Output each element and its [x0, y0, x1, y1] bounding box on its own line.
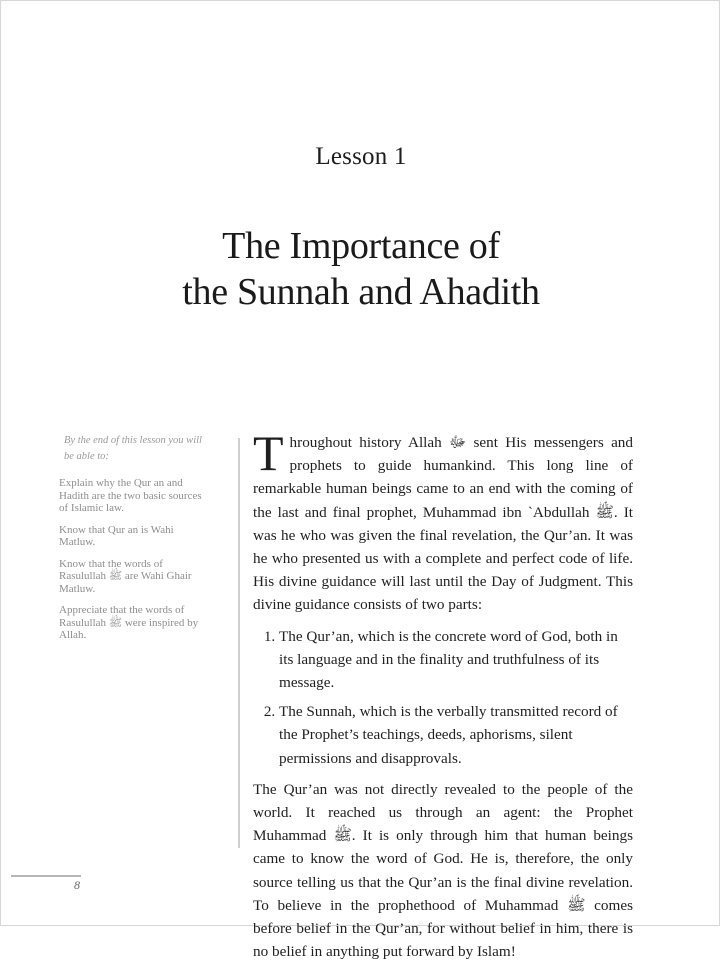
objective-item: Know that the words of Rasulullah ﷺ are Wahi Ghair Matluw. — [59, 557, 192, 595]
footer-rule — [11, 875, 81, 877]
objective-item: Appreciate that the words of Rasulullah ﷺ were inspired by Allah. — [59, 604, 199, 641]
body-paragraph: The Qur’an was not directly revealed to the people of the world. It reached us through an agent: the Prophet Muhammad ﷺ. It is only through him that human beings came to know the word of God. He is, therefore, the only source telling us that the Qur’an is the final divine revelation. To believe in the prophethood of Muhammad ﷺ comes before belief in the Qur’an, for without belief in him, there is no belief in anything put forward by Islam! — [253, 780, 633, 961]
lesson-label: Lesson 1 — [315, 143, 407, 170]
objective-item: Explain why the Qur an and Hadith are the two basic sources of Islamic law. — [59, 477, 202, 514]
page-title — [1, 223, 720, 315]
main-text-column — [253, 425, 633, 971]
list-item: 2. The Sunnah, which is the verbally transmitted record of the Prophet’s teachings, deeds, aphorisms, silent permissions and disapprovals. — [279, 700, 633, 770]
guidance-parts-list — [253, 625, 633, 770]
title-line-1: The Importance of — [222, 225, 500, 267]
column-divider — [238, 438, 240, 848]
page-number: 8 — [74, 878, 80, 892]
objective-item: Know that Qur an is Wahi Matluw. — [59, 523, 174, 548]
objectives-intro: By the end of this lesson you will be able to: — [64, 435, 202, 462]
intro-paragraph-text: hroughout history Allah ﷻ sent His messengers and prophets to guide humankind. This long line of remarkable human beings came to an end with the coming of the last and final prophet, Muhammad ibn `Abdullah ﷺ. It was he who was given the final revelation, the Qur’an. It was he who presented us with a complete and perfect code of life. His divine guidance will last until the Day of Judgment. This divine guidance consists of two parts: — [253, 434, 633, 614]
list-item: 1. The Qur’an, which is the concrete word of God, both in its language and in the finality and truthfulness of its message. — [279, 625, 633, 695]
title-line-2: the Sunnah and Ahadith — [182, 271, 540, 313]
learning-objectives-sidebar — [59, 433, 209, 651]
intro-paragraph — [253, 425, 633, 617]
drop-cap: T — [253, 425, 284, 481]
